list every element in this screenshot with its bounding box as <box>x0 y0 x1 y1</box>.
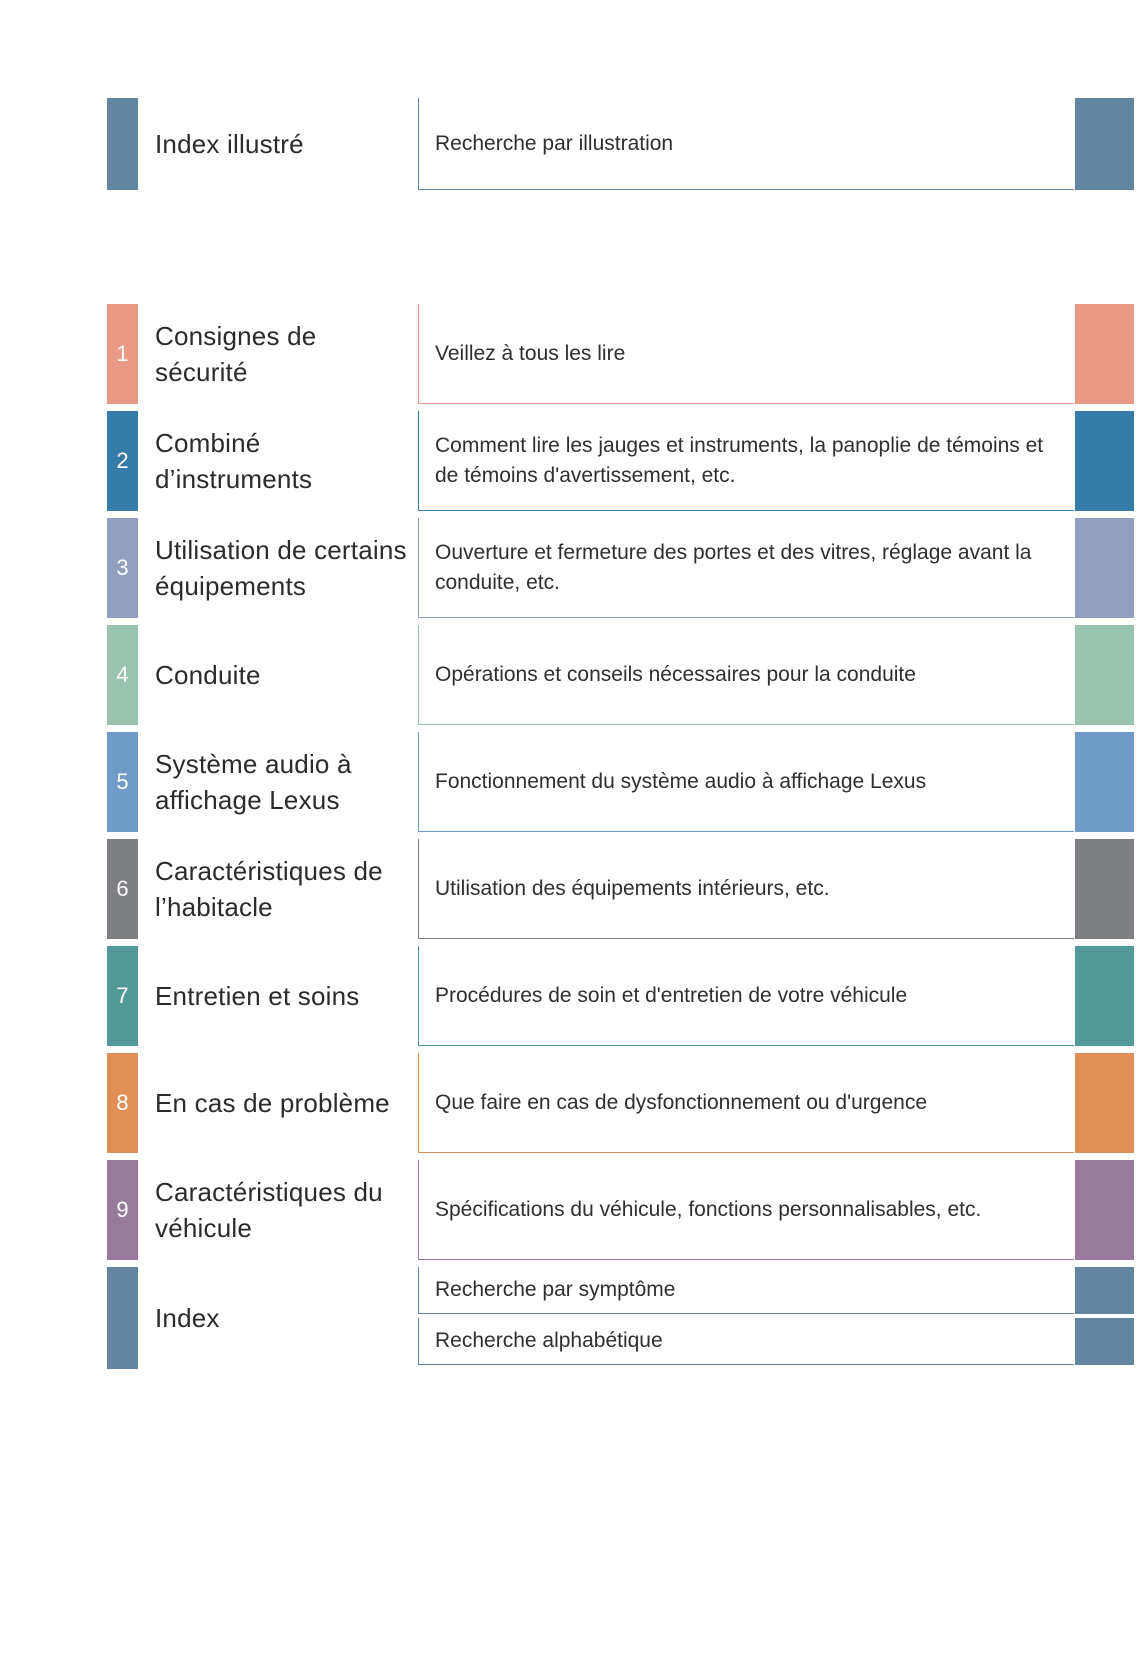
section-description[interactable]: Recherche par illustration <box>418 98 1074 190</box>
section-row[interactable] <box>0 304 1142 404</box>
section-row[interactable] <box>0 732 1142 832</box>
section-number-tab: 9 <box>107 1160 138 1260</box>
section-description[interactable]: Procédures de soin et d'entretien de votre véhicule <box>418 946 1074 1046</box>
section-number-tab <box>107 98 138 190</box>
section-edge-tab[interactable] <box>1075 518 1134 618</box>
section-description[interactable]: Ouverture et fermeture des portes et des vitres, réglage avant la conduite, etc. <box>418 518 1074 618</box>
section-title[interactable]: Conduite <box>155 660 261 690</box>
section-row[interactable] <box>0 518 1142 618</box>
section-title[interactable]: Caractéristiques de l’habitacle <box>155 856 383 922</box>
section-edge-tab[interactable] <box>1075 98 1134 190</box>
section-title[interactable]: Consignes de sécurité <box>155 321 317 387</box>
section-number-tab: 8 <box>107 1053 138 1153</box>
section-title[interactable]: Entretien et soins <box>155 981 360 1011</box>
section-number-tab: 4 <box>107 625 138 725</box>
section-description[interactable]: Opérations et conseils nécessaires pour la conduite <box>418 625 1074 725</box>
index-edge-tab[interactable] <box>1075 1267 1134 1314</box>
section-description[interactable]: Comment lire les jauges et instruments, la panoplie de témoins et de témoins d'avertissement, etc. <box>418 411 1074 511</box>
section-title[interactable]: Index illustré <box>155 129 304 159</box>
section-title[interactable]: Système audio à affichage Lexus <box>155 749 352 815</box>
section-number-tab: 1 <box>107 304 138 404</box>
section-row[interactable] <box>0 625 1142 725</box>
section-row[interactable] <box>0 98 1142 190</box>
section-number-tab: 7 <box>107 946 138 1046</box>
section-description[interactable]: Fonctionnement du système audio à affichage Lexus <box>418 732 1074 832</box>
section-edge-tab[interactable] <box>1075 411 1134 511</box>
section-title[interactable]: Caractéristiques du véhicule <box>155 1177 383 1243</box>
section-number-tab: 6 <box>107 839 138 939</box>
section-edge-tab[interactable] <box>1075 1053 1134 1153</box>
index-title[interactable]: Index <box>155 1303 220 1333</box>
section-number-tab: 3 <box>107 518 138 618</box>
section-title[interactable]: Combiné d’instruments <box>155 428 313 494</box>
section-edge-tab[interactable] <box>1075 946 1134 1046</box>
section-description[interactable]: Spécifications du véhicule, fonctions personnalisables, etc. <box>418 1160 1074 1260</box>
index-entry[interactable]: Recherche alphabétique <box>418 1318 1074 1365</box>
section-row[interactable] <box>0 1160 1142 1260</box>
section-edge-tab[interactable] <box>1075 839 1134 939</box>
index-tab <box>107 1267 138 1369</box>
section-edge-tab[interactable] <box>1075 625 1134 725</box>
section-number-tab: 5 <box>107 732 138 832</box>
section-edge-tab[interactable] <box>1075 304 1134 404</box>
section-description[interactable]: Veillez à tous les lire <box>418 304 1074 404</box>
index-row <box>0 1267 1142 1369</box>
section-row[interactable] <box>0 946 1142 1046</box>
index-edge-tab[interactable] <box>1075 1318 1134 1365</box>
section-description[interactable]: Que faire en cas de dysfonctionnement ou d'urgence <box>418 1053 1074 1153</box>
section-row[interactable] <box>0 839 1142 939</box>
section-title[interactable]: Utilisation de certains équipements <box>155 535 407 601</box>
section-row[interactable] <box>0 1053 1142 1153</box>
section-number-tab: 2 <box>107 411 138 511</box>
index-entry[interactable]: Recherche par symptôme <box>418 1267 1074 1314</box>
section-title[interactable]: En cas de problème <box>155 1088 390 1118</box>
section-description[interactable]: Utilisation des équipements intérieurs, etc. <box>418 839 1074 939</box>
section-row[interactable] <box>0 411 1142 511</box>
section-edge-tab[interactable] <box>1075 1160 1134 1260</box>
section-edge-tab[interactable] <box>1075 732 1134 832</box>
